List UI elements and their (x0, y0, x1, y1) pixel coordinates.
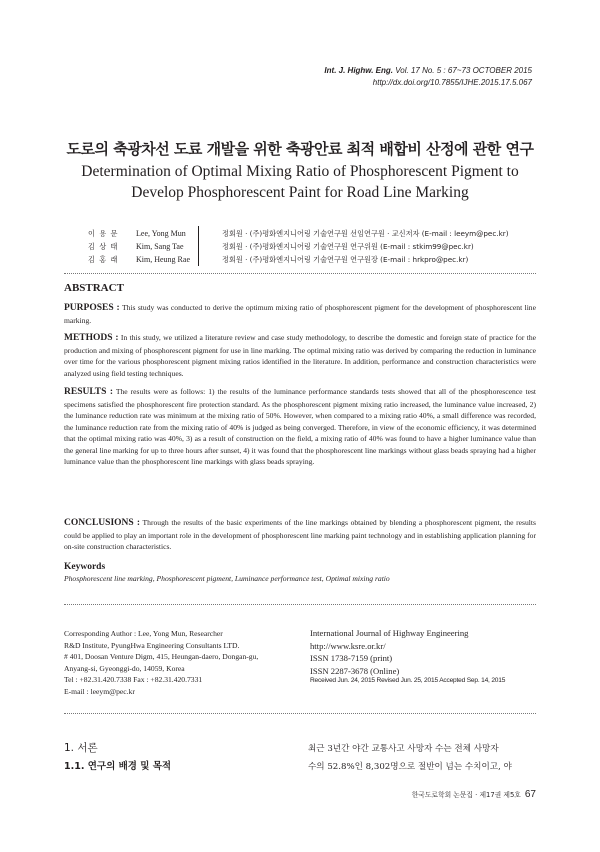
results-label: RESULTS : (64, 387, 114, 397)
author-english-name: Kim, Heung Rae (136, 255, 190, 264)
correspondence-block (64, 628, 258, 697)
journal-info-line: International Journal of Highway Engineering (310, 628, 469, 638)
doi-link[interactable]: http://dx.doi.org/10.7855/IJHE.2015.17.5.067 (372, 78, 532, 87)
footer-journal: 한국도로학회 논문집 · 제17권 제5호 (411, 791, 521, 799)
body-text (308, 740, 536, 776)
dotted-divider (64, 273, 536, 274)
author-affiliation: 정회원 · (주)평화엔지니어링 기술연구원 선임연구원 · 교신저자 (E-mail : leeym@pec.kr) (222, 229, 509, 238)
author-affiliation: 정회원 · (주)평화엔지니어링 기술연구원 연구원장 (E-mail : hrkpro@pec.kr) (222, 255, 469, 264)
author-english-name: Kim, Sang Tae (136, 242, 184, 251)
correspondence-line: R&D Institute, PyungHwa Engineering Consultants LTD. (64, 640, 240, 650)
journal-info-line: ISSN 1738-7159 (print) (310, 653, 393, 663)
dotted-divider (64, 713, 536, 714)
author-korean-name: 김 홍 래 (88, 255, 119, 264)
author-affiliation: 정회원 · (주)평화엔지니어링 기술연구원 연구위원 (E-mail : stkim99@pec.kr) (222, 242, 474, 251)
body-line: 최근 3년간 야간 교통사고 사망자 수는 전체 사망자 (308, 744, 499, 754)
correspondence-line: # 401, Doosan Venture Digm, 415, Heungan-daero, Dongan-gu, (64, 652, 259, 661)
journal-info-block (310, 627, 468, 677)
author-row (88, 242, 474, 252)
journal-header (324, 66, 532, 75)
results-text: The results were as follows: 1) the results of the luminance performance standards tests showed that all of the phosphorescence test specimens satisfied the phosphorescent fire protection standard. As the phosphorescent pigment mixing ratio increased, the luminance value increased, 2) the luminance reduction rate was minimum at the mixing ratio of 50%. However, when compared to a mixing ratio 40%, a small difference was recorded, the luminance reduction rate from the mixing ratio of 40% is judged as being converged. Therefore, in view of the economic efficiency, it was determined that the optimal mixing ratio was 40%, 3) as a result of construction on the field, a mixing ratio of 40% was found to have a higher luminance value than the general line marking for up to three hours after sunset, 4) it was found that the phosphorescent line markings without glass beads spraying had a higher luminance value than the phosphorescent line markings with glass beads spraying. (64, 387, 537, 466)
abstract-methods (64, 332, 536, 379)
section-heading: 1. 서론 (64, 742, 98, 754)
volume-info: Vol. 17 No. 5 : 67~73 OCTOBER 2015 (395, 66, 532, 75)
author-english-name: Lee, Yong Mun (136, 229, 186, 238)
keywords-heading: Keywords (64, 562, 106, 572)
author-row (88, 255, 468, 265)
purposes-label: PURPOSES : (64, 303, 120, 313)
conclusions-label: CONCLUSIONS : (64, 518, 140, 528)
korean-title: 도로의 축광차선 도료 개발을 위한 축광안료 최적 배합비 산정에 관한 연구 (66, 140, 534, 158)
journal-website-link[interactable]: http://www.ksre.or.kr/ (310, 640, 386, 651)
author-divider (198, 226, 199, 266)
journal-name: Int. J. Highw. Eng. (324, 66, 394, 75)
subsection-heading: 1.1. 연구의 배경 및 목적 (64, 761, 172, 772)
author-korean-name: 김 상 태 (88, 242, 119, 251)
correspondence-line: Anyang-si, Gyeonggi-do, 14059, Korea (64, 663, 185, 673)
english-title-line1: Determination of Optimal Mixing Ratio of Phosphorescent Pigment to (81, 163, 519, 180)
english-title-line2: Develop Phosphorescent Paint for Road Line Marking (131, 184, 469, 201)
correspondence-line: Tel : +82.31.420.7338 Fax : +82.31.420.7331 (64, 675, 203, 684)
abstract-results (64, 386, 536, 468)
page-footer (412, 789, 536, 800)
dotted-divider (64, 604, 536, 605)
abstract-heading: ABSTRACT (64, 282, 124, 294)
purposes-text: This study was conducted to derive the optimum mixing ratio of phosphorescent pigment for the development of phosphorescent line marking. (64, 303, 536, 325)
author-row (88, 229, 509, 239)
received-dates: Received Jun. 24, 2015 Revised Jun. 25, 2015 Accepted Sep. 14, 2015 (310, 677, 506, 684)
abstract-conclusions (64, 517, 536, 553)
keywords-text: Phosphorescent line marking, Phosphorescent pigment, Luminance performance test, Optimal mixing ratio (64, 574, 390, 583)
methods-text: In this study, we utilized a literature review and case study methodology, to describe the domestic and foreign state of practice for the production and mixing of phosphorescent pigment for use in line marking. The optimal mixing ratio was derived by comparing the reduction in luminance over time for the various phosphorescent pigment mixing ratios identified in the literature. In addition, performance and construction characteristics were analyzed using field testing techniques. (64, 333, 536, 378)
body-line: 수의 52.8%인 8,302명으로 절반이 넘는 수치이고, 야 (308, 762, 512, 772)
correspondence-line: Corresponding Author : Lee, Yong Mun, Researcher (64, 629, 223, 638)
abstract-purposes (64, 302, 536, 326)
journal-info-line: ISSN 2287-3678 (Online) (310, 665, 400, 676)
conclusions-text: Through the results of the basic experiments of the line markings obtained by blending a phosphorescent pigment, the results could be applied to play an important role in the development of phosphorescent line marking paint technology and in establishing application planning for on-site construction characteristics. (64, 518, 536, 551)
author-korean-name: 이 용 문 (88, 229, 119, 238)
page-number: 67 (524, 789, 536, 800)
correspondence-line: E-mail : leeym@pec.kr (64, 686, 135, 696)
methods-label: METHODS : (64, 333, 119, 343)
